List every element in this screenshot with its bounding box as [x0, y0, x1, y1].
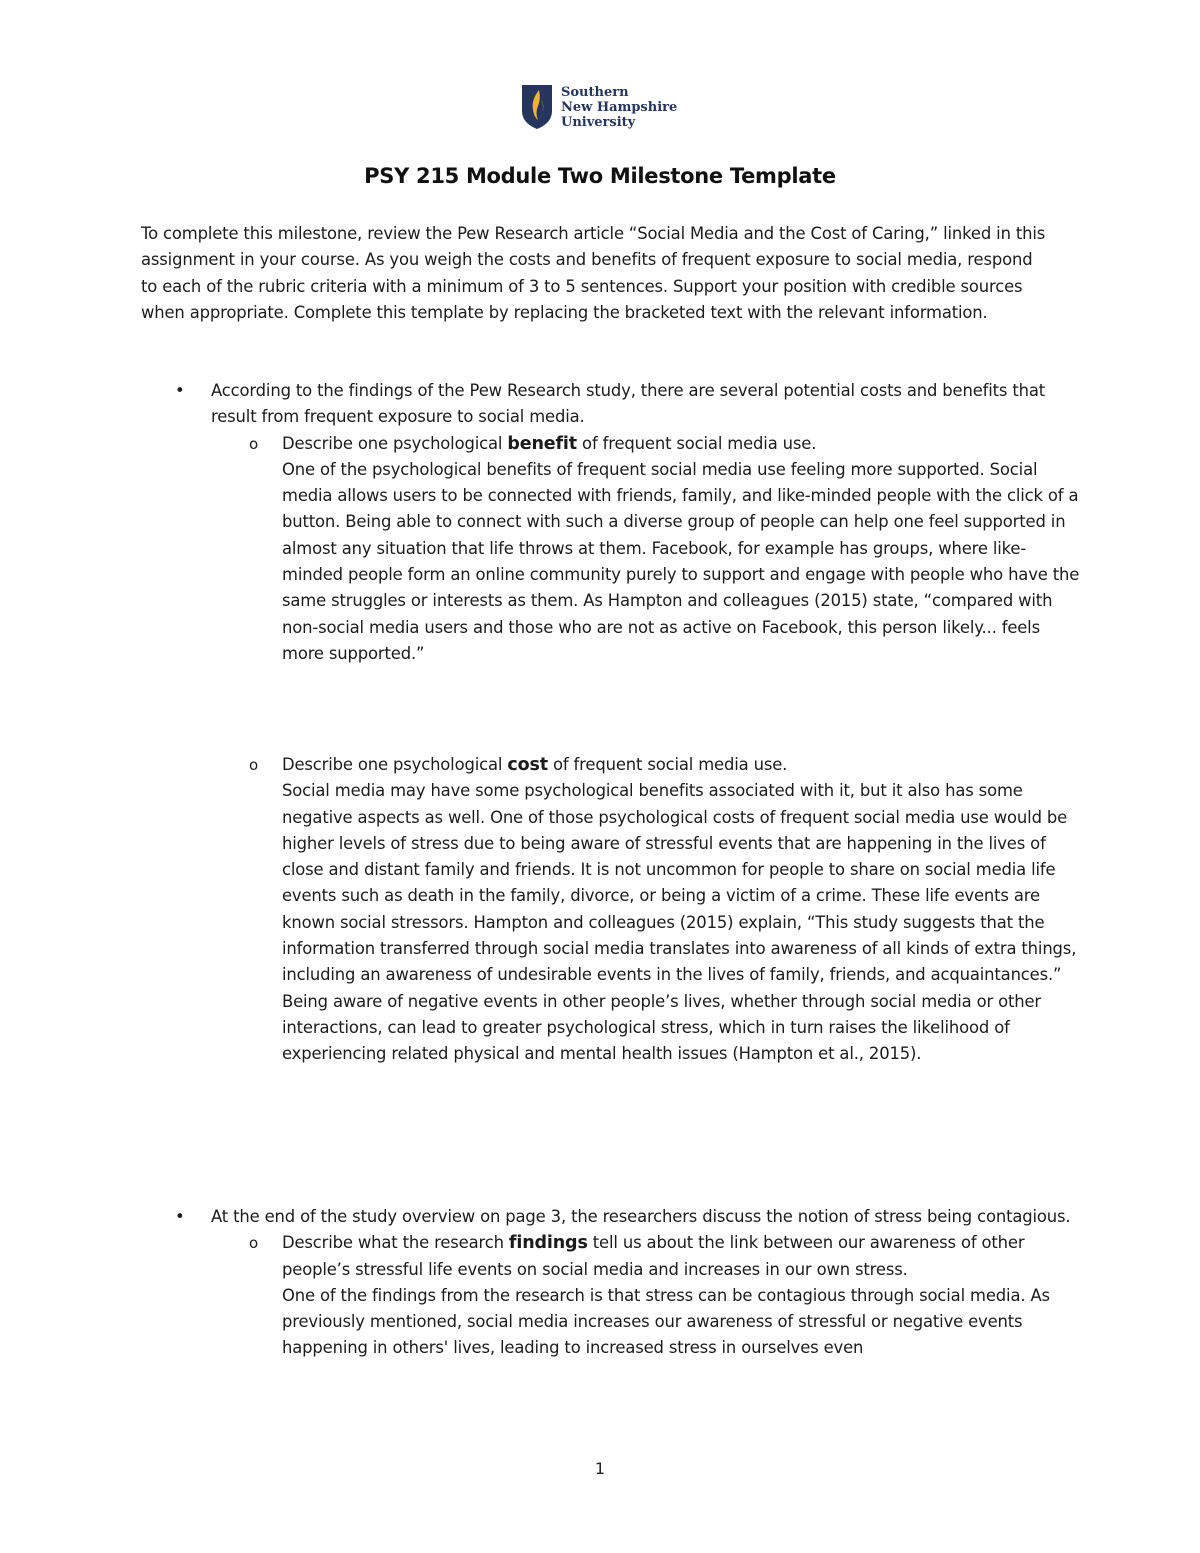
bullet-text: According to the findings of the Pew Research study, there are several potential costs and benefits that result from frequent exposure to social media.: [211, 381, 1046, 427]
bullet-item: [141, 378, 1081, 431]
logo-line-3: University: [561, 114, 636, 130]
logo-line-2: New Hampshire: [561, 99, 678, 115]
prompt-text: Describe what the research: [282, 1233, 509, 1253]
prompt-text: Describe one psychological: [282, 755, 508, 774]
sub-item-benefit: [141, 431, 1081, 457]
bullet-marker: •: [175, 381, 185, 400]
answer-benefit: One of the psychological benefits of frequent social media use feeling more supported. Social media allows users to be connected with friends, family, and like-minded people with the click of a button. Being able to connect with such a diverse group of people can help one feel supported in almost any situation that life throws at them. Facebook, for example has groups, where like-minded people form an online community purely to support and engage with people who have the same struggles or interests as them. As Hampton and colleagues (2015) state, “compared with non-social media users and those who are not as active on Facebook, this person likely... feels more supported.”: [282, 459, 1080, 663]
bullet-section-1: [141, 378, 1081, 667]
bullet-section-2: [141, 1204, 1081, 1362]
page-title: PSY 215 Module Two Milestone Template: [364, 164, 836, 188]
intro-paragraph: To complete this milestone, review the Pew Research article “Social Media and the Cost of Caring,” linked in this assignment in your course. As you weigh the costs and benefits of frequent exposure to social media, respond to each of the rubric criteria with a minimum of 3 to 5 sentences. Support your position with credible sources when appropriate. Complete this template by replacing the bracketed text with the relevant information.: [141, 224, 1046, 322]
prompt-text: Describe one psychological: [282, 433, 508, 453]
prompt-text: tell us about the link between our awareness of other people’s stressful life events on social media and increases in our own stress.: [282, 1233, 1025, 1279]
sub-item-findings: [141, 1230, 1081, 1283]
prompt-emphasis: findings: [508, 1233, 588, 1254]
logo-line-1: Southern: [561, 84, 629, 100]
bullet-section-1-cost: [141, 752, 1081, 1068]
prompt-emphasis: benefit: [507, 433, 577, 454]
bullet-item: [141, 1204, 1081, 1230]
bullet-marker: •: [175, 1207, 185, 1226]
prompt-text: of frequent social media use.: [547, 755, 788, 774]
prompt-text: of frequent social media use.: [577, 433, 817, 453]
sub-item-cost: [141, 752, 1081, 778]
answer-findings: One of the findings from the research is that stress can be contagious through social media. As previously mentioned, social media increases our awareness of stressful or negative events happening in others' lives, leading to increased stress in ourselves even: [282, 1285, 1050, 1358]
answer-cost: Social media may have some psychological benefits associated with it, but it also has some negative aspects as well. One of those psychological costs of frequent social media use would be higher levels of stress due to being aware of stressful events that are happening in the lives of close and distant family and friends. It is not uncommon for people to share on social media life events such as death in the family, divorce, or being a victim of a crime. These life events are known social stressors. Hampton and colleagues (2015) explain, “This study suggests that the information transferred through social media translates into awareness of all kinds of extra things, including an awareness of undesirable events in the lives of family, friends, and acquaintances.” Being aware of negative events in other people’s lives, whether through social media or other interactions, can lead to greater psychological stress, which in turn raises the likelihood of experiencing related physical and mental health issues (Hampton et al., 2015).: [282, 781, 1077, 1064]
sub-marker: o: [249, 1234, 259, 1253]
page-number: 1: [594, 1459, 606, 1478]
sub-marker: o: [249, 756, 259, 774]
sub-marker: o: [249, 434, 259, 453]
university-logo: [521, 84, 677, 130]
shield-flame-icon: [521, 84, 553, 130]
prompt-emphasis: cost: [507, 755, 548, 775]
bullet-text: At the end of the study overview on page 3, the researchers discuss the notion of stress being contagious.: [211, 1207, 1071, 1226]
